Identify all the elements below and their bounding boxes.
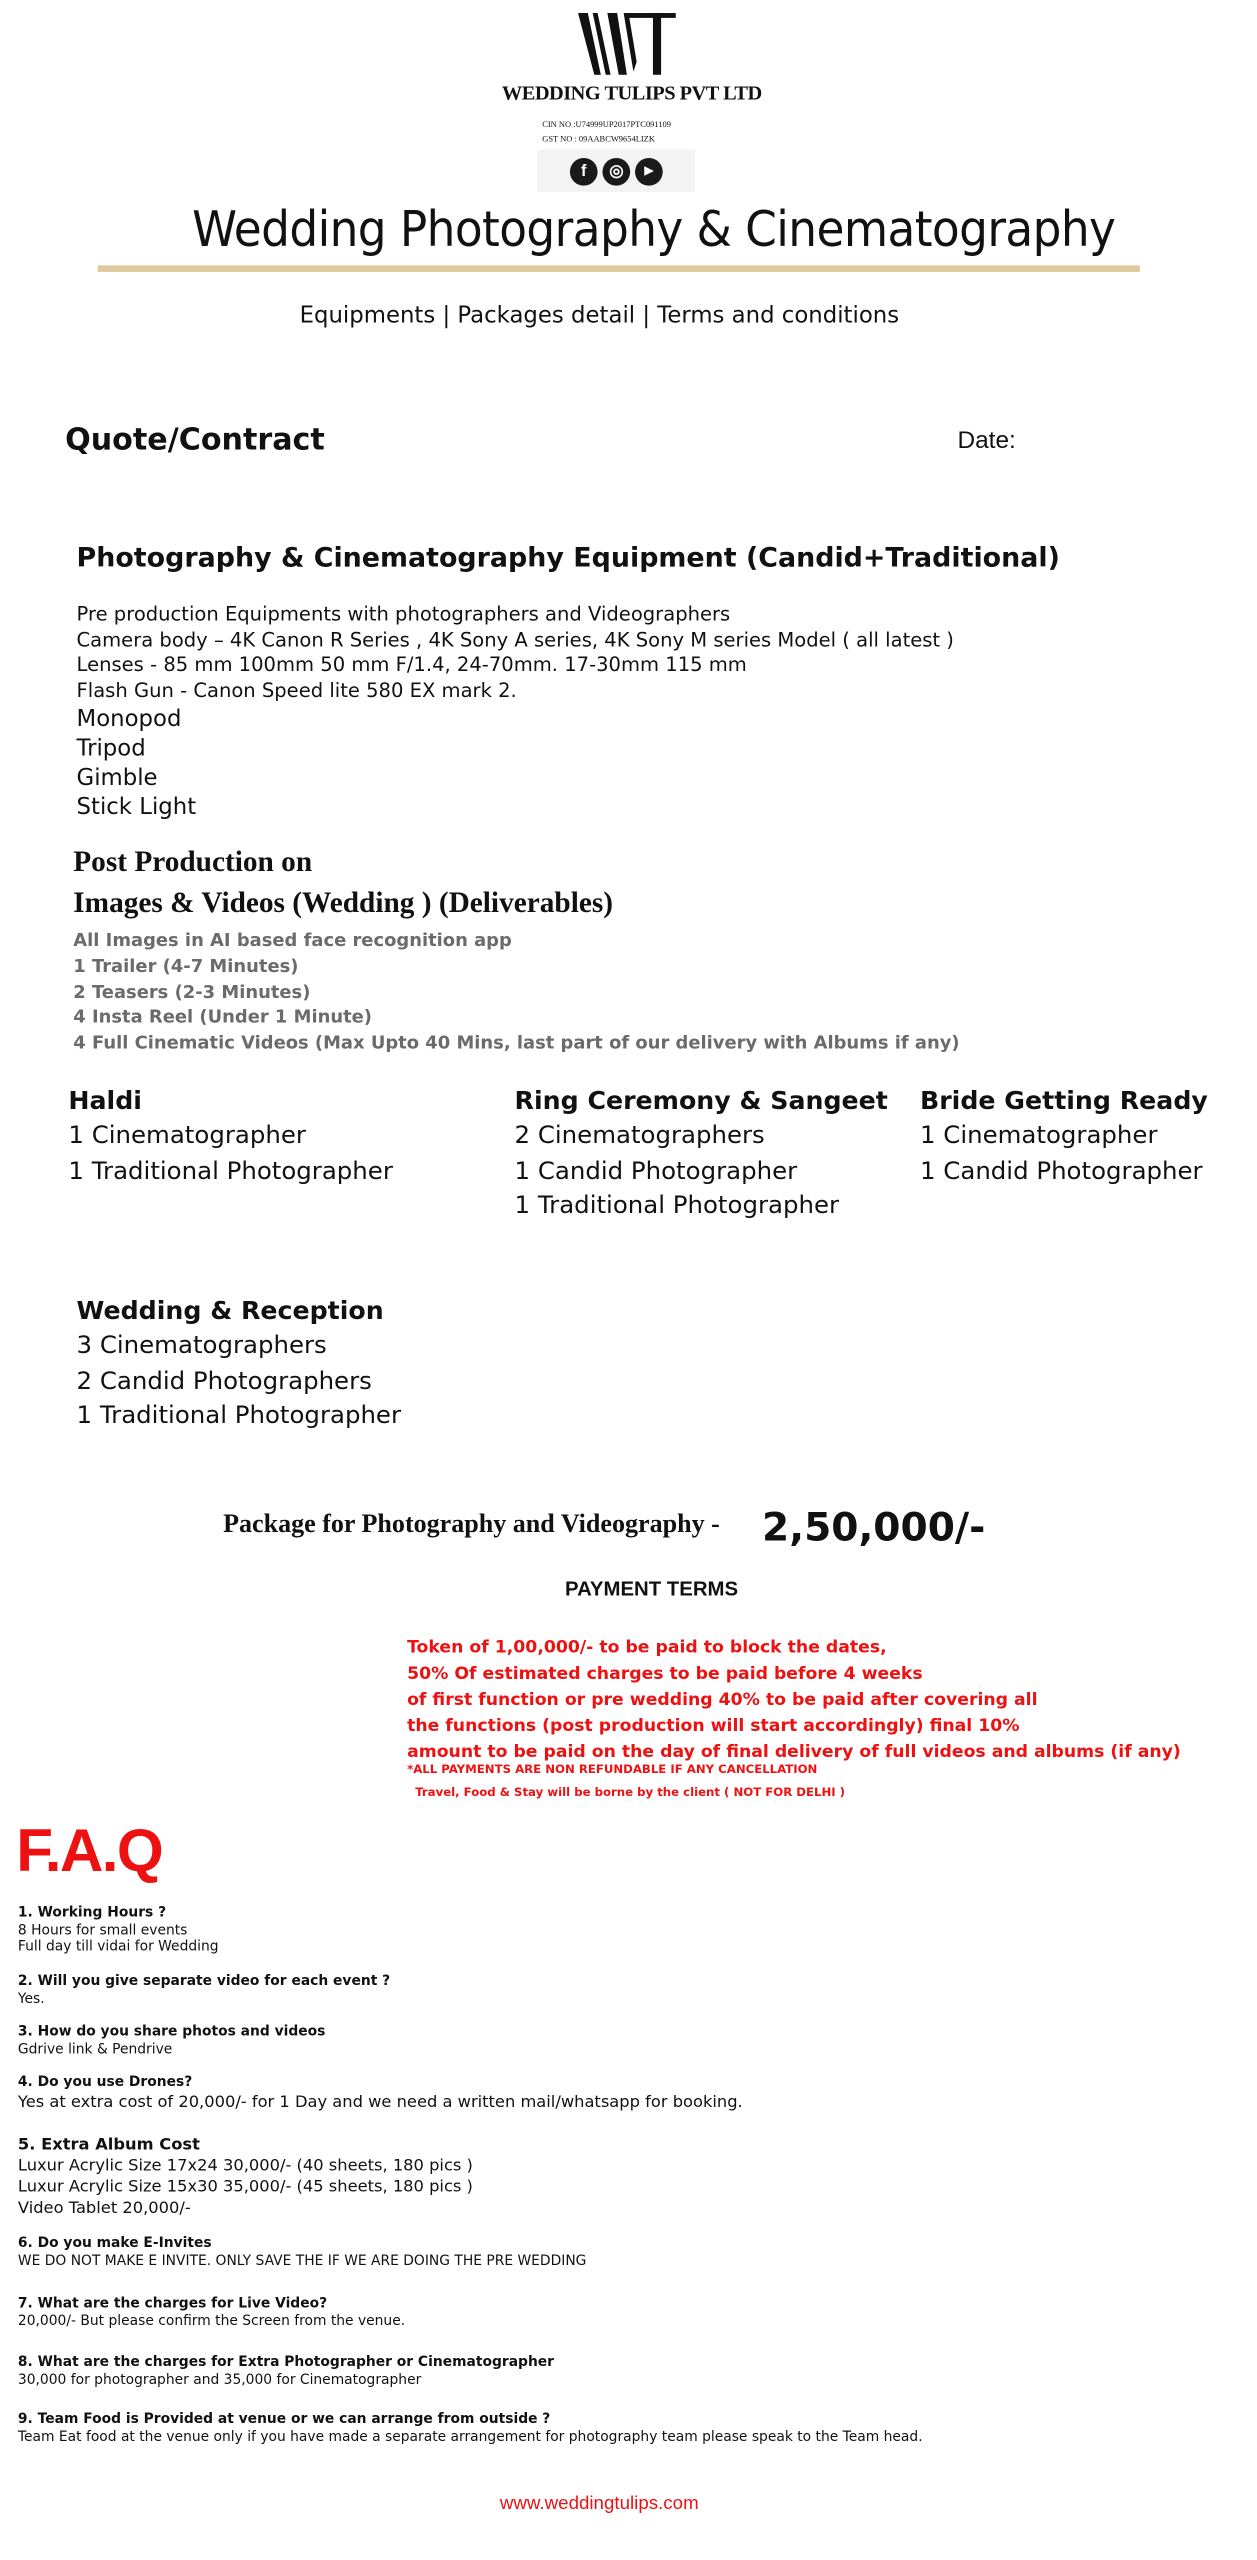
payment-term: the functions (post production will start accordingly) final 10% bbox=[407, 1716, 1020, 1736]
crew-item: 1 Candid Photographer bbox=[919, 1155, 1203, 1185]
event-name: Wedding & Reception bbox=[76, 1296, 384, 1326]
faq-item bbox=[18, 1905, 219, 1956]
youtube-icon[interactable]: ▶ bbox=[635, 157, 663, 185]
equipment-heading: Photography & Cinematography Equipment (Candid+Traditional) bbox=[76, 542, 1060, 574]
faq-item bbox=[18, 2296, 405, 2330]
event-name: Haldi bbox=[68, 1086, 142, 1116]
faq-question: 8. What are the charges for Extra Photographer or Cinematographer bbox=[17, 2354, 555, 2371]
event-haldi bbox=[68, 1084, 392, 1188]
faq-answer: 8 Hours for small events bbox=[17, 1922, 188, 1939]
package-amount: 2,50,000/- bbox=[762, 1504, 986, 1551]
faq-question: 7. What are the charges for Live Video? bbox=[17, 2295, 328, 2313]
quote-contract-label: Quote/Contract bbox=[65, 423, 325, 458]
event-wedding-reception bbox=[77, 1294, 401, 1433]
faq-question: 6. Do you make E-Invites bbox=[17, 2235, 212, 2252]
faq-question: 3. How do you share photos and videos bbox=[17, 2023, 326, 2041]
faq-answer: 20,000/- But please confirm the Screen from the venue. bbox=[17, 2313, 406, 2330]
faq-item bbox=[18, 2074, 743, 2112]
faq-item bbox=[18, 1973, 390, 2007]
deliverables-title: Images & Videos (Wedding ) (Deliverables) bbox=[73, 885, 614, 919]
payment-term: 50% Of estimated charges to be paid before 4 weeks bbox=[407, 1664, 923, 1684]
crew-item: 1 Candid Photographer bbox=[514, 1155, 798, 1185]
deliverable-item: 4 Insta Reel (Under 1 Minute) bbox=[73, 1006, 372, 1029]
equipment-line: Flash Gun - Canon Speed lite 580 EX mark 2. bbox=[76, 678, 517, 701]
page-title: Wedding Photography & Cinematography bbox=[192, 201, 1116, 259]
date-label: Date: bbox=[957, 426, 1016, 455]
faq-question: 2. Will you give separate video for each event ? bbox=[17, 1973, 391, 1990]
deliverable-item: 2 Teasers (2-3 Minutes) bbox=[73, 981, 311, 1003]
cin-number: CIN NO :U74999UP2017PTC091109 bbox=[542, 120, 671, 131]
equipment-line: Pre production Equipments with photographers and Videographers bbox=[76, 602, 731, 626]
travel-note: Travel, Food & Stay will be borne by the client ( NOT FOR DELHI ) bbox=[415, 1784, 846, 1800]
tool-item: Gimble bbox=[76, 765, 158, 792]
nav-packages-detail[interactable]: Packages detail bbox=[457, 302, 636, 329]
faq-question: 4. Do you use Drones? bbox=[17, 2074, 193, 2091]
faq-question: 1. Working Hours ? bbox=[17, 1905, 167, 1922]
event-name: Ring Ceremony & Sangeet bbox=[514, 1086, 888, 1116]
deliverable-item: 4 Full Cinematic Videos (Max Upto 40 Mins, last part of our delivery with Albums if any) bbox=[73, 1032, 960, 1054]
payment-term: of first function or pre wedding 40% to be paid after covering all bbox=[407, 1690, 1038, 1710]
faq-answer: WE DO NOT MAKE E INVITE. ONLY SAVE THE IF WE ARE DOING THE PRE WEDDING bbox=[17, 2252, 587, 2270]
equipment-line: Camera body – 4K Canon R Series , 4K Sony A series, 4K Sony M series Model ( all latest ) bbox=[76, 627, 954, 651]
website-link[interactable]: www.weddingtulips.com bbox=[499, 2494, 699, 2515]
equipment-list bbox=[77, 602, 954, 703]
package-label: Package for Photography and Videography - bbox=[223, 1511, 720, 1539]
post-production-title: Post Production on bbox=[73, 845, 313, 878]
faq-question: 9. Team Food is Provided at venue or we can arrange from outside ? bbox=[17, 2411, 551, 2428]
deliverable-item: All Images in AI based face recognition app bbox=[73, 929, 512, 951]
faq-answer: Luxur Acrylic Size 17x24 30,000/- (40 sheets, 180 pics ) bbox=[17, 2157, 473, 2176]
payment-term: amount to be paid on the day of final delivery of full videos and albums (if any) bbox=[407, 1742, 1181, 1762]
faq-item bbox=[18, 2355, 554, 2389]
event-ring-ceremony-sangeet bbox=[515, 1084, 888, 1223]
gst-number: GST NO : 09AABCW9654LIZK bbox=[542, 135, 655, 145]
crew-item: 1 Traditional Photographer bbox=[514, 1190, 840, 1220]
company-logo bbox=[578, 13, 679, 75]
company-name: WEDDING TULIPS PVT LTD bbox=[501, 81, 762, 105]
faq-answer: Full day till vidai for Wedding bbox=[17, 1939, 219, 1956]
faq-answer: Video Tablet 20,000/- bbox=[17, 2199, 191, 2218]
gold-divider bbox=[98, 265, 1140, 272]
payment-term: Token of 1,00,000/- to be paid to block the dates, bbox=[407, 1638, 887, 1658]
nav-separator: | bbox=[442, 302, 451, 329]
nav-separator: | bbox=[642, 302, 651, 329]
instagram-icon[interactable]: ◎ bbox=[602, 157, 630, 185]
event-name: Bride Getting Ready bbox=[919, 1086, 1208, 1116]
faq-question: 5. Extra Album Cost bbox=[17, 2136, 200, 2155]
nav-terms-and-conditions[interactable]: Terms and conditions bbox=[657, 302, 900, 329]
faq-answer: Team Eat food at the venue only if you have made a separate arrangement for photography team please speak to the Team head. bbox=[17, 2428, 923, 2445]
faq-answer: Gdrive link & Pendrive bbox=[17, 2041, 173, 2058]
nav-equipments[interactable]: Equipments bbox=[299, 302, 436, 329]
crew-item: 1 Cinematographer bbox=[919, 1120, 1158, 1150]
tools-list bbox=[77, 705, 197, 822]
crew-item: 2 Candid Photographers bbox=[76, 1365, 372, 1395]
faq-title: F.A.Q bbox=[16, 1817, 163, 1884]
faq-answer: Yes. bbox=[17, 1990, 45, 2007]
post-production-heading bbox=[73, 842, 613, 923]
deliverables-list bbox=[73, 928, 959, 1057]
equipment-line: Lenses - 85 mm 100mm 50 mm F/1.4, 24-70mm. 17-30mm 115 mm bbox=[76, 652, 747, 676]
faq-item bbox=[18, 2135, 473, 2220]
crew-item: 2 Cinematographers bbox=[514, 1120, 765, 1150]
non-refundable-note: *ALL PAYMENTS ARE NON REFUNDABLE IF ANY CANCELLATION bbox=[407, 1761, 818, 1777]
faq-answer: 30,000 for photographer and 35,000 for Cinematographer bbox=[17, 2371, 422, 2388]
crew-item: 1 Traditional Photographer bbox=[68, 1155, 393, 1185]
faq-answer: Luxur Acrylic Size 15x30 35,000/- (45 sheets, 180 pics ) bbox=[17, 2178, 473, 2197]
faq-item bbox=[18, 2412, 923, 2446]
crew-item: 1 Traditional Photographer bbox=[76, 1400, 402, 1430]
faq-item bbox=[18, 2236, 587, 2270]
section-nav bbox=[300, 303, 899, 329]
crew-item: 1 Cinematographer bbox=[68, 1120, 306, 1150]
tool-item: Stick Light bbox=[76, 794, 197, 821]
deliverable-item: 1 Trailer (4-7 Minutes) bbox=[73, 955, 299, 977]
event-bride-getting-ready bbox=[920, 1084, 1208, 1188]
faq-answer: Yes at extra cost of 20,000/- for 1 Day and we need a written mail/whatsapp for booking. bbox=[17, 2093, 743, 2112]
crew-item: 3 Cinematographers bbox=[76, 1330, 327, 1360]
social-links bbox=[537, 150, 695, 192]
facebook-icon[interactable]: f bbox=[570, 157, 598, 185]
faq-item bbox=[18, 2024, 325, 2058]
tool-item: Monopod bbox=[76, 706, 182, 733]
payment-terms-heading: PAYMENT TERMS bbox=[565, 1577, 739, 1601]
payment-terms-list bbox=[407, 1635, 1181, 1765]
tool-item: Tripod bbox=[76, 735, 146, 763]
